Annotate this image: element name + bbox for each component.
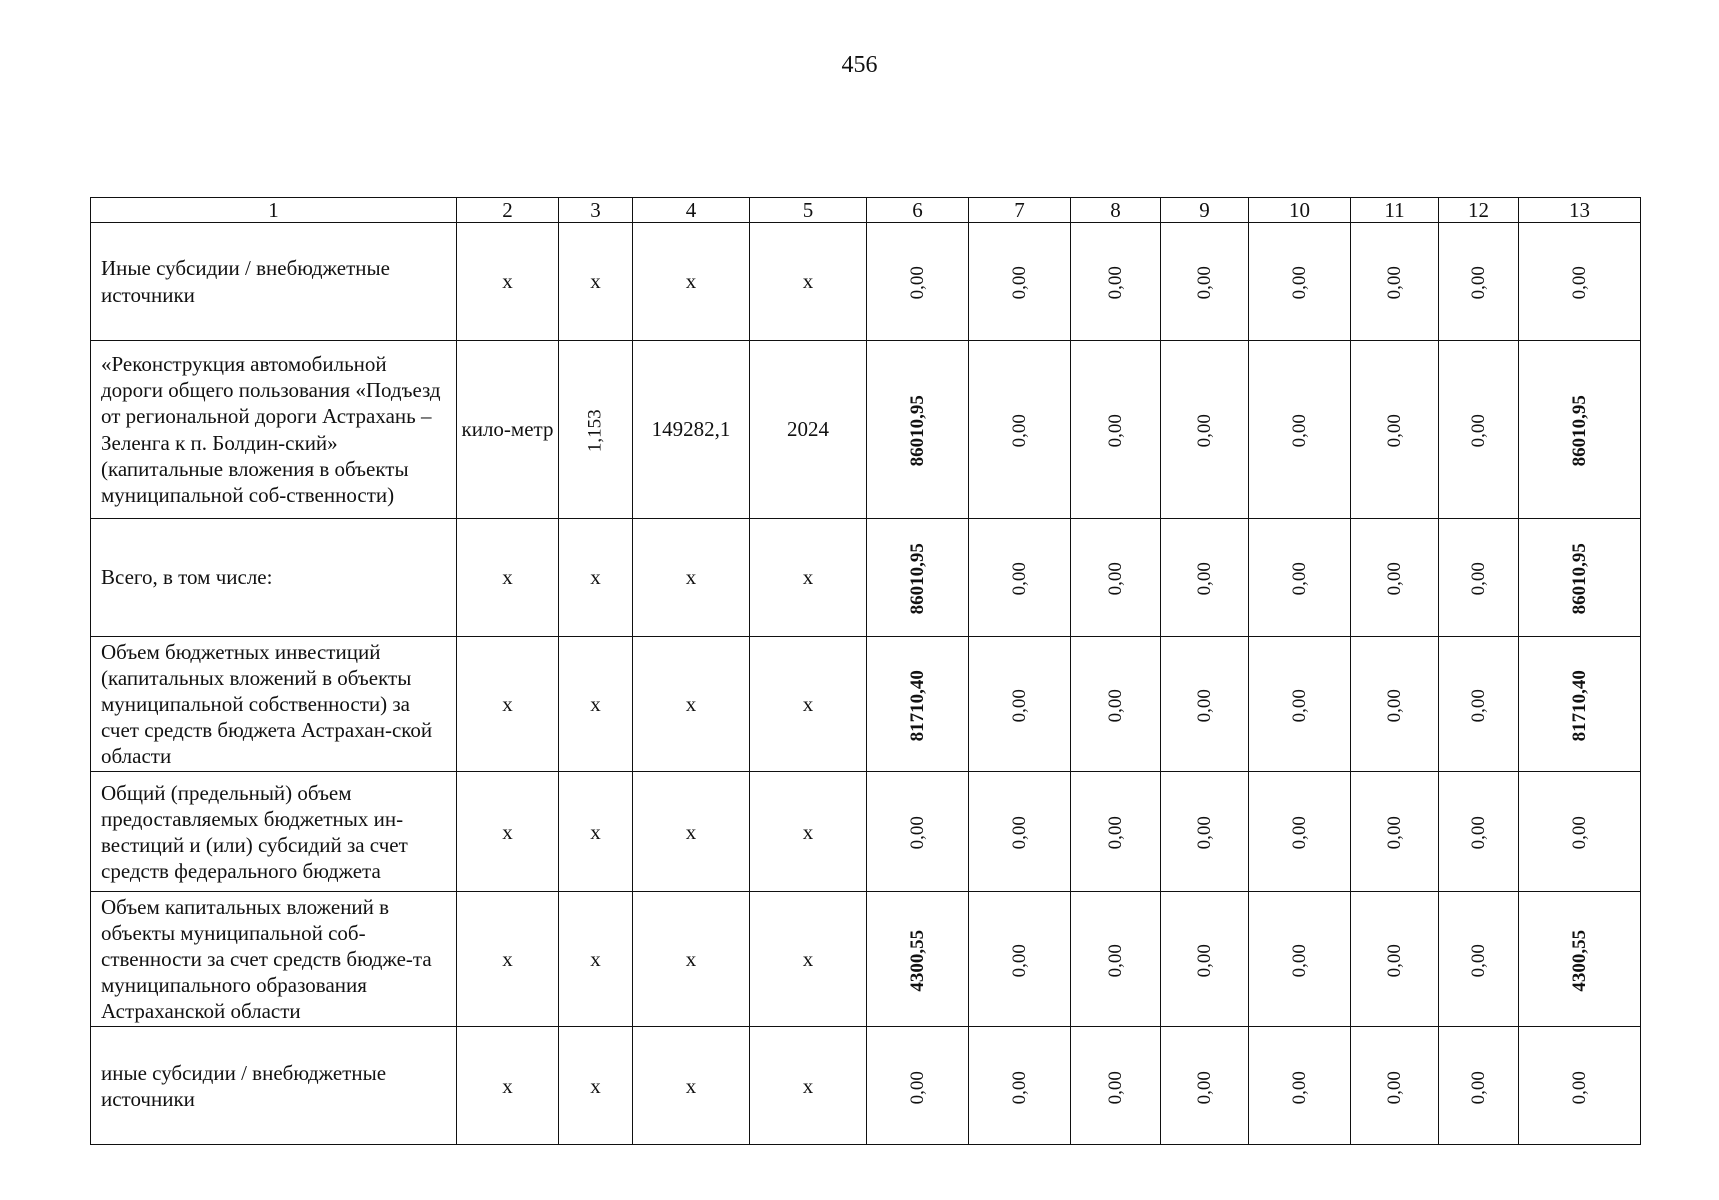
row-year: х xyxy=(750,519,867,637)
column-header: 5 xyxy=(750,198,867,223)
row-value-cell xyxy=(1519,1027,1641,1145)
row-value-col-10: 0,00 xyxy=(1288,562,1310,596)
table-row xyxy=(91,341,1641,519)
row-value-col-6: 81710,40 xyxy=(906,669,928,742)
row-value-cell xyxy=(1249,341,1351,519)
table-row xyxy=(91,223,1641,341)
row-cost: х xyxy=(633,223,750,341)
table-body xyxy=(91,198,1641,1145)
row-value-col-8: 0,00 xyxy=(1104,688,1126,723)
row-value-col-13: 86010,95 xyxy=(1568,395,1590,467)
row-value-cell xyxy=(1249,223,1351,341)
row-value-cell xyxy=(1351,1027,1439,1145)
row-quantity: х xyxy=(590,269,601,294)
row-value-cell xyxy=(1519,637,1641,772)
row-value-col-9: 0,00 xyxy=(1193,688,1215,723)
row-unit: кило-метр xyxy=(457,341,559,519)
row-value-col-13: 86010,95 xyxy=(1568,543,1590,615)
row-value-col-8: 0,00 xyxy=(1104,944,1126,978)
row-value-col-12: 0,00 xyxy=(1467,944,1489,978)
row-value-cell xyxy=(1161,519,1249,637)
row-quantity: х xyxy=(590,692,601,717)
row-value-col-9: 0,00 xyxy=(1193,414,1215,448)
row-quantity-cell xyxy=(559,1027,633,1145)
row-value-cell xyxy=(1161,637,1249,772)
row-value-cell xyxy=(1071,1027,1161,1145)
row-value-col-7: 0,00 xyxy=(1008,414,1030,448)
row-value-col-12: 0,00 xyxy=(1467,688,1489,723)
row-value-cell xyxy=(1351,341,1439,519)
row-year: х xyxy=(750,772,867,892)
row-unit: х xyxy=(457,223,559,341)
row-value-cell xyxy=(867,519,969,637)
row-value-cell xyxy=(1249,772,1351,892)
row-value-cell xyxy=(1249,892,1351,1027)
row-year: 2024 xyxy=(750,341,867,519)
column-header: 4 xyxy=(633,198,750,223)
row-value-col-9: 0,00 xyxy=(1193,266,1215,300)
row-value-cell xyxy=(1071,892,1161,1027)
row-value-col-7: 0,00 xyxy=(1008,944,1030,978)
column-header: 6 xyxy=(867,198,969,223)
row-quantity: 1,153 xyxy=(584,409,606,453)
row-value-col-11: 0,00 xyxy=(1383,816,1405,850)
row-value-col-13: 0,00 xyxy=(1568,266,1590,300)
table-row xyxy=(91,772,1641,892)
column-header: 12 xyxy=(1439,198,1519,223)
row-value-cell xyxy=(1161,772,1249,892)
row-value-cell xyxy=(1519,519,1641,637)
table-row xyxy=(91,1027,1641,1145)
row-value-col-13: 4300,55 xyxy=(1568,929,1590,992)
row-value-col-7: 0,00 xyxy=(1008,816,1030,850)
column-header: 1 xyxy=(91,198,457,223)
row-value-col-12: 0,00 xyxy=(1467,266,1489,300)
row-value-col-10: 0,00 xyxy=(1288,944,1310,978)
row-value-col-11: 0,00 xyxy=(1383,414,1405,448)
row-quantity-cell xyxy=(559,223,633,341)
row-quantity: х xyxy=(590,565,601,590)
row-value-col-12: 0,00 xyxy=(1467,1070,1489,1104)
row-value-col-6: 0,00 xyxy=(906,1070,928,1104)
row-value-col-10: 0,00 xyxy=(1288,1070,1310,1104)
row-quantity-cell xyxy=(559,519,633,637)
row-description: «Реконструкция автомобильной дороги общего пользования «Подъезд от региональной дороги Астрахань – Зеленга к п. Болдин-ский» (капитальные вложения в объекты муниципальной соб-ственности) xyxy=(91,341,457,519)
row-description: Общий (предельный) объем предоставляемых бюджетных ин-вестиций и (или) субсидий за счет средств федерального бюджета xyxy=(91,772,457,892)
row-cost: х xyxy=(633,519,750,637)
column-header: 9 xyxy=(1161,198,1249,223)
row-value-cell xyxy=(1351,637,1439,772)
row-quantity: х xyxy=(590,1073,601,1098)
row-value-col-13: 81710,40 xyxy=(1568,669,1590,742)
row-value-col-11: 0,00 xyxy=(1383,562,1405,596)
row-description: Иные субсидии / внебюджетные источники xyxy=(91,223,457,341)
row-value-cell xyxy=(1351,772,1439,892)
budget-table xyxy=(90,197,1641,1145)
row-value-cell xyxy=(1439,772,1519,892)
row-value-col-11: 0,00 xyxy=(1383,1070,1405,1104)
row-value-col-10: 0,00 xyxy=(1288,816,1310,850)
row-value-col-6: 4300,55 xyxy=(906,929,928,992)
row-value-cell xyxy=(1249,637,1351,772)
row-quantity-cell xyxy=(559,772,633,892)
column-header: 13 xyxy=(1519,198,1641,223)
row-unit: х xyxy=(457,1027,559,1145)
row-value-col-13: 0,00 xyxy=(1568,816,1590,850)
row-value-cell xyxy=(1519,772,1641,892)
row-value-col-12: 0,00 xyxy=(1467,562,1489,596)
column-header: 7 xyxy=(969,198,1071,223)
row-value-cell xyxy=(1439,519,1519,637)
row-value-col-6: 86010,95 xyxy=(906,543,928,615)
row-value-cell xyxy=(1071,637,1161,772)
row-value-cell xyxy=(969,223,1071,341)
row-unit: х xyxy=(457,772,559,892)
row-value-cell xyxy=(1161,341,1249,519)
row-value-cell xyxy=(1071,223,1161,341)
row-cost: 149282,1 xyxy=(633,341,750,519)
row-description: Объем бюджетных инвестиций (капитальных вложений в объекты муниципальной собственности) за счет средств бюджета Астрахан-ской области xyxy=(91,637,457,772)
row-value-cell xyxy=(1249,519,1351,637)
table-row xyxy=(91,637,1641,772)
row-value-cell xyxy=(867,637,969,772)
row-value-cell xyxy=(969,637,1071,772)
row-value-col-10: 0,00 xyxy=(1288,414,1310,448)
row-quantity-cell xyxy=(559,341,633,519)
row-value-cell xyxy=(1351,223,1439,341)
row-unit: х xyxy=(457,637,559,772)
row-cost: х xyxy=(633,892,750,1027)
row-value-cell xyxy=(969,892,1071,1027)
row-value-cell xyxy=(969,1027,1071,1145)
row-description: Всего, в том числе: xyxy=(91,519,457,637)
column-header: 11 xyxy=(1351,198,1439,223)
row-value-cell xyxy=(1071,519,1161,637)
row-unit: х xyxy=(457,519,559,637)
row-value-cell xyxy=(1519,223,1641,341)
table-row xyxy=(91,892,1641,1027)
row-value-col-7: 0,00 xyxy=(1008,562,1030,596)
row-description: Объем капитальных вложений в объекты муниципальной соб-ственности за счет средств бюдже-та муниципального образования Астраханской области xyxy=(91,892,457,1027)
row-value-cell xyxy=(1439,1027,1519,1145)
row-value-cell xyxy=(1439,892,1519,1027)
row-value-cell xyxy=(1161,223,1249,341)
row-value-col-12: 0,00 xyxy=(1467,816,1489,850)
row-value-cell xyxy=(1071,772,1161,892)
row-value-col-9: 0,00 xyxy=(1193,944,1215,978)
row-value-cell xyxy=(1249,1027,1351,1145)
row-quantity: х xyxy=(590,947,601,972)
row-value-col-8: 0,00 xyxy=(1104,1070,1126,1104)
row-value-col-7: 0,00 xyxy=(1008,1070,1030,1104)
row-value-col-12: 0,00 xyxy=(1467,414,1489,448)
row-value-cell xyxy=(1161,1027,1249,1145)
row-cost: х xyxy=(633,772,750,892)
row-value-col-9: 0,00 xyxy=(1193,1070,1215,1104)
column-header: 10 xyxy=(1249,198,1351,223)
row-unit: х xyxy=(457,892,559,1027)
row-value-cell xyxy=(867,772,969,892)
row-value-cell xyxy=(1071,341,1161,519)
row-value-col-7: 0,00 xyxy=(1008,266,1030,300)
page-number: 456 xyxy=(841,52,878,78)
row-value-col-11: 0,00 xyxy=(1383,944,1405,978)
row-value-col-6: 86010,95 xyxy=(906,395,928,467)
row-value-cell xyxy=(867,341,969,519)
row-value-cell xyxy=(867,892,969,1027)
column-number-row xyxy=(91,198,1641,223)
row-value-cell xyxy=(1161,892,1249,1027)
row-quantity-cell xyxy=(559,637,633,772)
row-value-col-8: 0,00 xyxy=(1104,562,1126,596)
row-quantity: х xyxy=(590,819,601,844)
row-year: х xyxy=(750,1027,867,1145)
row-value-col-11: 0,00 xyxy=(1383,688,1405,723)
row-cost: х xyxy=(633,1027,750,1145)
row-value-cell xyxy=(1351,519,1439,637)
table-row xyxy=(91,519,1641,637)
row-value-cell xyxy=(867,223,969,341)
row-value-cell xyxy=(1439,637,1519,772)
row-value-col-9: 0,00 xyxy=(1193,562,1215,596)
row-description: иные субсидии / внебюджетные источники xyxy=(91,1027,457,1145)
column-header: 8 xyxy=(1071,198,1161,223)
row-value-col-6: 0,00 xyxy=(906,816,928,850)
row-value-col-10: 0,00 xyxy=(1288,688,1310,723)
row-value-col-6: 0,00 xyxy=(906,266,928,300)
row-cost: х xyxy=(633,637,750,772)
row-value-col-8: 0,00 xyxy=(1104,266,1126,300)
row-value-cell xyxy=(1439,223,1519,341)
row-value-col-11: 0,00 xyxy=(1383,266,1405,300)
row-value-col-13: 0,00 xyxy=(1568,1070,1590,1104)
row-value-cell xyxy=(1351,892,1439,1027)
column-header: 3 xyxy=(559,198,633,223)
row-value-cell xyxy=(969,341,1071,519)
row-value-col-9: 0,00 xyxy=(1193,816,1215,850)
column-header: 2 xyxy=(457,198,559,223)
row-year: х xyxy=(750,223,867,341)
row-value-col-8: 0,00 xyxy=(1104,816,1126,850)
row-quantity-cell xyxy=(559,892,633,1027)
row-value-cell xyxy=(1519,341,1641,519)
row-value-cell xyxy=(1439,341,1519,519)
row-value-cell xyxy=(867,1027,969,1145)
row-value-col-7: 0,00 xyxy=(1008,688,1030,723)
row-value-col-10: 0,00 xyxy=(1288,266,1310,300)
row-year: х xyxy=(750,637,867,772)
row-value-cell xyxy=(969,772,1071,892)
row-value-cell xyxy=(1519,892,1641,1027)
row-value-cell xyxy=(969,519,1071,637)
row-value-col-8: 0,00 xyxy=(1104,414,1126,448)
row-year: х xyxy=(750,892,867,1027)
